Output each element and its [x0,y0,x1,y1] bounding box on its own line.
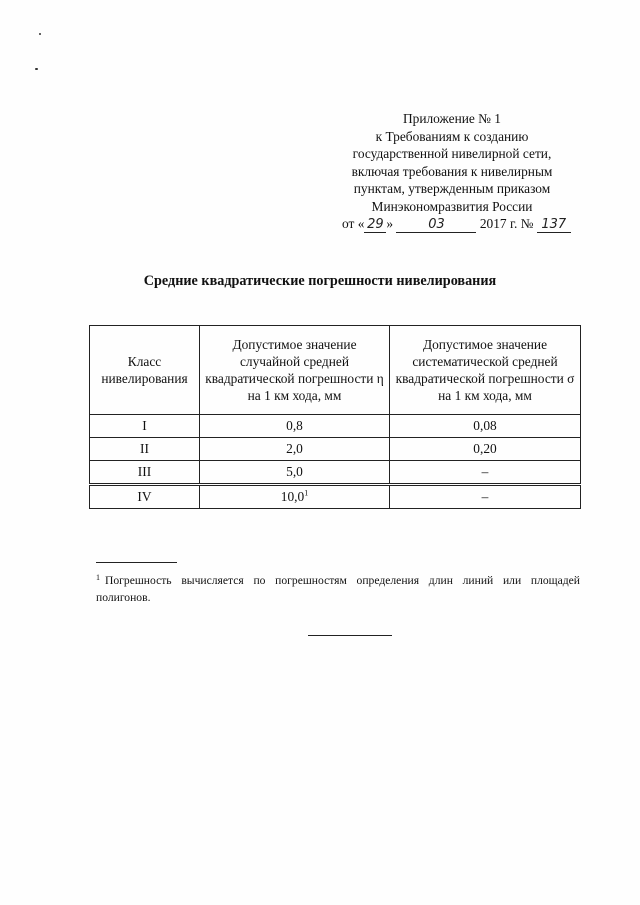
footnote-marker: 1 [96,573,100,582]
table-row [90,415,581,438]
appendix-line: пунктам, утвержденным приказом [353,181,551,196]
random-value: 10,0 [280,489,305,505]
cell-systematic: – [390,485,581,509]
cell-random [200,461,390,485]
appendix-line: государственной нивелирной сети, [352,146,552,161]
header-random-error: Допустимое значение случайной средней квадратической погрешности η на 1 км хода, мм [200,326,390,415]
date-day-handwritten: 29 [364,218,386,233]
header-systematic-error: Допустимое значение систематической средней квадратической погрешности σ на 1 км хода, мм [390,326,581,415]
header-class: Класс нивелирования [90,326,200,415]
table-header-row [90,326,581,415]
appendix-line: включая требования к нивелирным [351,163,553,179]
date-year: 2017 г. № [479,216,534,231]
scan-speck [39,33,41,35]
footnote-text: Погрешность вычисляется по погрешностям определения длин линий или площадей полигонов. [96,574,580,604]
appendix-line: к Требованиям к созданию [375,128,529,144]
cell-systematic: 0,20 [390,438,581,461]
table-row [90,461,581,485]
cell-class: IV [90,485,200,509]
document-title: Средние квадратические погрешности нивелирования [143,273,497,289]
date-close: » [386,216,394,231]
table-row [90,438,581,461]
order-date-line [330,215,574,233]
footnote-separator [96,562,177,563]
random-value: 0,8 [286,418,303,434]
cell-random [200,438,390,461]
appendix-line: Приложение № 1 [402,111,502,126]
scan-speck [35,68,38,70]
cell-class: III [90,461,200,485]
appendix-line: Минэкономразвития России [371,198,533,214]
cell-random [200,415,390,438]
random-value: 2,0 [286,441,303,457]
footnote [96,572,580,606]
cell-class: II [90,438,200,461]
cell-class: I [90,415,200,438]
date-prefix: от « [342,216,365,231]
end-of-document-rule [308,635,392,636]
order-number-handwritten: 137 [537,218,571,233]
cell-random [200,485,390,509]
cell-systematic: 0,08 [390,415,581,438]
random-note: 1 [304,488,309,498]
random-value: 5,0 [286,464,303,480]
date-month-handwritten: 03 [396,218,476,233]
table-row [90,485,581,509]
appendix-block [330,110,574,233]
cell-systematic: – [390,461,581,485]
levels-table [89,325,581,509]
